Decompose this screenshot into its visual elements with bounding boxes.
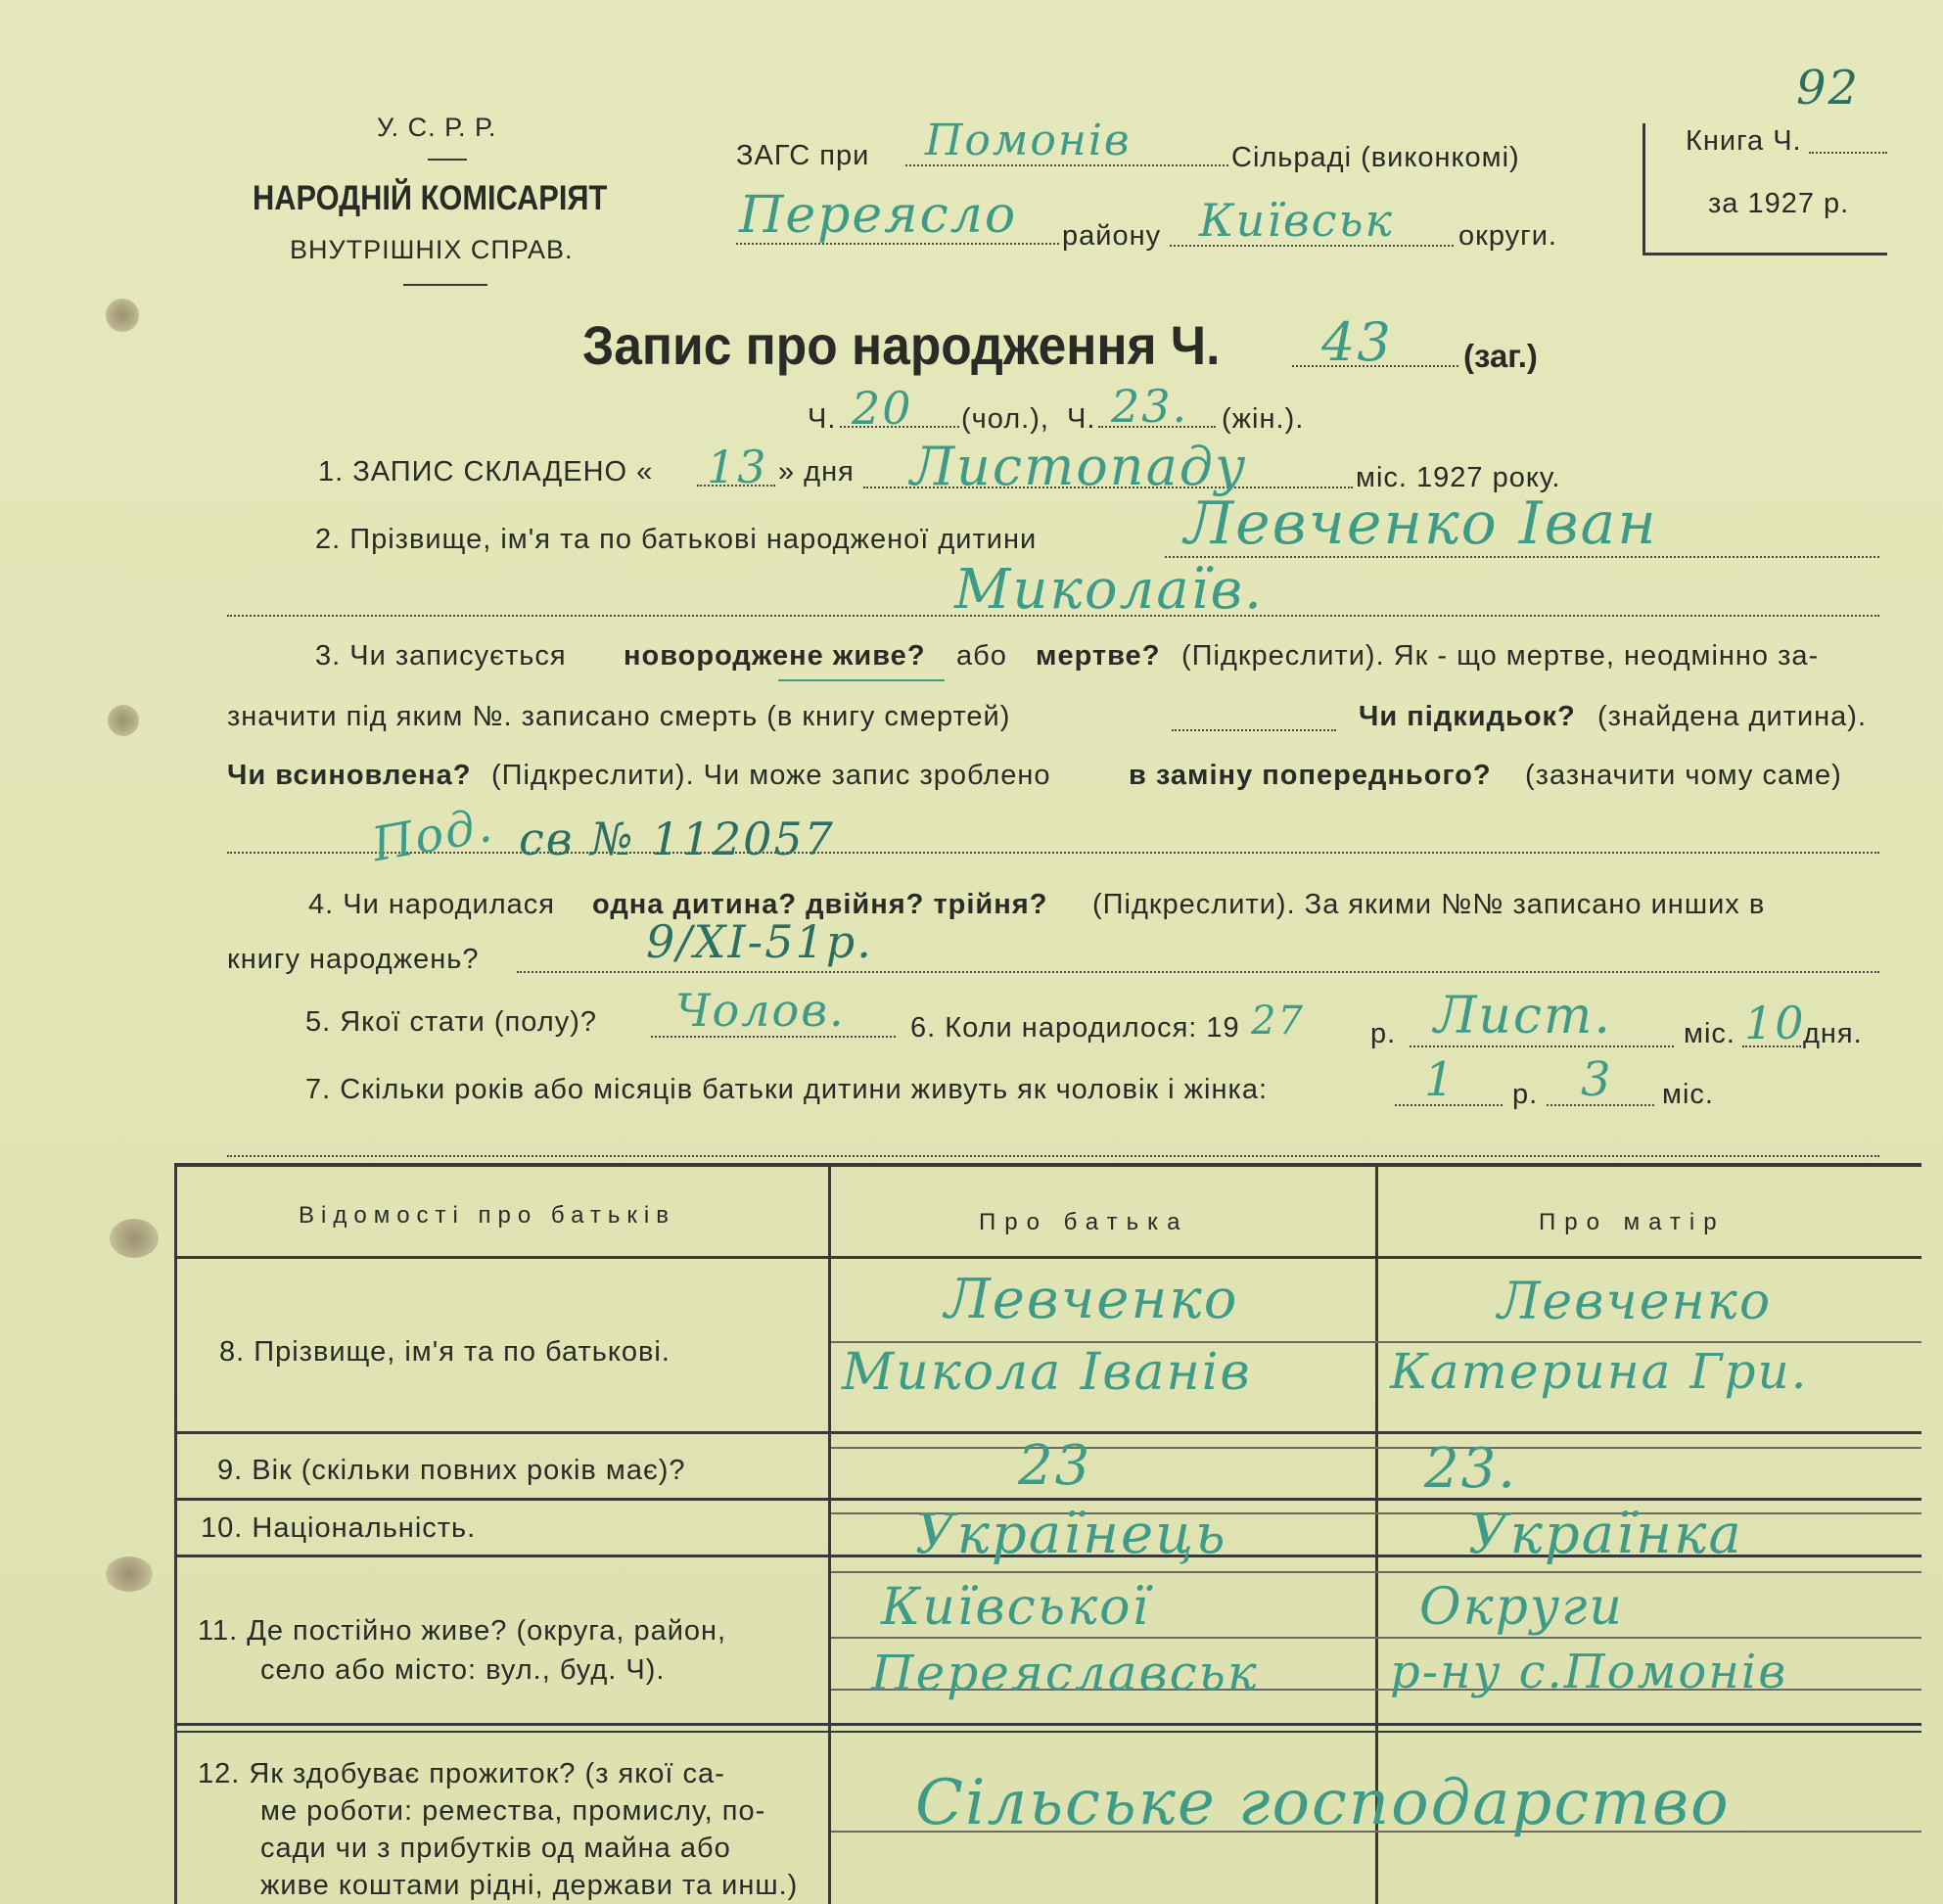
divider — [428, 159, 467, 161]
row8-mother-1: Левченко — [1498, 1273, 1773, 1331]
ministry-label: НАРОДНІЙ КОМІСАРІЯТ — [253, 179, 608, 217]
item3-foundling: Чи підкидьок? — [1359, 701, 1576, 732]
row8-mother-2: Катерина Гри. — [1390, 1343, 1809, 1400]
row9-mother: 23. — [1424, 1437, 1518, 1501]
item3-line3-b: (Підкреслити). Чи може запис зроблено — [491, 760, 1051, 791]
record-suffix: (заг.) — [1463, 338, 1538, 374]
country-label: У. С. Р. Р. — [377, 113, 497, 142]
okrug-label: округи. — [1458, 220, 1557, 252]
item6-label: 6. Коли народилося: 19 — [910, 1012, 1240, 1044]
item1-day-handwritten: 13 — [707, 441, 768, 493]
item1-month-handwritten: Листопаду — [910, 436, 1248, 497]
row11-label-1: 11. Де постійно живе? (округа, район, — [198, 1615, 727, 1647]
okrug-handwritten: Київськ — [1199, 194, 1394, 247]
item1-day-suffix: » дня — [778, 456, 855, 488]
item6-mis: міс. — [1684, 1018, 1735, 1049]
item5-handwritten: Чолов. — [675, 984, 846, 1037]
writing-line — [831, 1571, 1921, 1573]
item3-note-handwritten-1: Под. — [368, 797, 498, 873]
row11-father-2: Переяславськ — [871, 1645, 1259, 1701]
book-box-left — [1642, 123, 1645, 255]
item1-year: міс. 1927 року. — [1356, 462, 1561, 493]
item4-line1-c: (Підкреслити). За якими №№ записано инших в — [1092, 889, 1766, 920]
ministry-sub-label: ВНУТРІШНІХ СПРАВ. — [290, 235, 574, 264]
male-label: (чол.), — [961, 403, 1049, 435]
item7-months-handwritten: 3 — [1581, 1052, 1613, 1107]
item3-replacement: в заміну попереднього? — [1129, 760, 1492, 791]
table-top-border — [174, 1163, 1921, 1167]
item4-line — [517, 971, 1879, 973]
male-count-handwritten: 20 — [852, 382, 913, 435]
item7-mis: міс. — [1662, 1079, 1714, 1110]
item5-label: 5. Якої стати (полу)? — [305, 1006, 597, 1038]
row10-father: Українець — [915, 1503, 1227, 1566]
item4-options: одна дитина? двійня? трійня? — [592, 889, 1048, 920]
female-label: (жін.). — [1222, 403, 1305, 435]
item7-label: 7. Скільки років або місяців батьки дитини живуть як чоловік і жінка: — [305, 1074, 1269, 1105]
item2-label: 2. Прізвище, ім'я та по батькові народженої дитини — [315, 524, 1038, 555]
table-header-info: Відомості про батьків — [299, 1202, 675, 1229]
female-prefix: Ч. — [1067, 403, 1096, 435]
row10-mother: Українка — [1468, 1503, 1743, 1566]
row12-label-1: 12. Як здобуває прожиток? (з якої са- — [198, 1758, 725, 1789]
row11-label-2: село або місто: вул., буд. Ч). — [260, 1654, 666, 1686]
item7-line-2 — [227, 1155, 1879, 1157]
district-handwritten: Переясло — [739, 186, 1018, 245]
item6-r: р. — [1370, 1018, 1397, 1049]
item4-line1-a: 4. Чи народилася — [308, 889, 555, 920]
item7-years-handwritten: 1 — [1424, 1052, 1457, 1107]
item3-alive-underline — [778, 679, 945, 681]
row12-label-4: живе коштами рідні, держави та инш.) — [260, 1870, 799, 1901]
row12-label-2: ме роботи: ремества, промислу, по- — [260, 1795, 766, 1827]
item3-adopted: Чи всиновлена? — [227, 760, 472, 791]
row12-father: Сільське господарство — [915, 1767, 1731, 1839]
item3-line2-a: значити під яким №. записано смерть (в книгу смертей) — [227, 701, 1011, 732]
divider — [403, 284, 487, 286]
item1-label: 1. ЗАПИС СКЛАДЕНО « — [318, 456, 654, 488]
item2-name-handwritten-1: Левченко Іван — [1184, 489, 1658, 558]
row8-label: 8. Прізвище, ім'я та по батькові. — [219, 1336, 671, 1368]
record-title: Запис про народження Ч. — [582, 314, 1221, 376]
item6-year-handwritten: 27 — [1251, 998, 1305, 1044]
row11-bottom — [174, 1723, 1921, 1726]
zags-prefix: ЗАГС при — [736, 140, 870, 171]
row11-mother-1: Округи — [1419, 1578, 1624, 1637]
item3-death-line — [1172, 729, 1336, 731]
row10-label: 10. Національність. — [201, 1512, 477, 1544]
item3-line1-c: або — [956, 640, 1007, 672]
item3-line1-a: 3. Чи записується — [315, 640, 567, 672]
writing-line — [831, 1447, 1921, 1449]
item3-line3-d: (зазначити чому саме) — [1525, 760, 1842, 791]
item3-line1-e: (Підкреслити). Як - що мертве, неодмінно за- — [1181, 640, 1820, 672]
item4-handwritten: 9/XI-51р. — [646, 915, 873, 968]
book-number-line — [1809, 152, 1887, 154]
council-label: Сільраді (виконкомі) — [1231, 142, 1520, 173]
male-prefix: Ч. — [808, 403, 837, 435]
row11-father-1: Київської — [881, 1578, 1151, 1637]
page-number: 92 — [1796, 61, 1861, 116]
table-col-divider-1 — [828, 1167, 831, 1904]
district-label: району — [1062, 220, 1162, 252]
row8-father-1: Левченко — [945, 1268, 1239, 1331]
writing-line — [831, 1637, 1921, 1639]
item6-month-line — [1410, 1045, 1674, 1047]
item7-r: р. — [1512, 1079, 1539, 1110]
punch-hole — [108, 705, 139, 736]
punch-hole — [106, 299, 139, 332]
item3-line2-c: (знайдена дитина). — [1597, 701, 1868, 732]
table-header-mother: Про матір — [1539, 1209, 1726, 1235]
row8-father-2: Микола Іванів — [842, 1343, 1252, 1402]
row9-father: 23 — [1018, 1434, 1092, 1498]
row11-mother-2: р-ну с.Помонів — [1390, 1645, 1788, 1699]
row9-label: 9. Вік (скільки повних років має)? — [217, 1455, 686, 1486]
punch-hole — [110, 1219, 159, 1258]
book-label: Книга Ч. — [1686, 125, 1802, 157]
row9-bottom — [174, 1498, 1921, 1501]
table-header-bottom — [174, 1256, 1921, 1259]
book-year: за 1927 р. — [1708, 188, 1850, 219]
row11-bottom-double — [174, 1731, 1921, 1733]
item6-month-handwritten: Лист. — [1434, 987, 1612, 1045]
female-count-handwritten: 23. — [1111, 380, 1189, 433]
row12-label-3: сади чи з прибутків од майна або — [260, 1833, 731, 1864]
item6-day-handwritten: 10 — [1744, 997, 1806, 1049]
item6-dnia: дня. — [1803, 1018, 1863, 1049]
table-header-father: Про батька — [979, 1209, 1189, 1235]
record-number-handwritten: 43 — [1321, 311, 1393, 373]
item2-name-handwritten-2: Миколаїв. — [954, 558, 1264, 622]
item3-dead-option: мертве? — [1036, 640, 1161, 672]
item3-alive-option: новороджене живе? — [624, 640, 926, 672]
village-handwritten: Помонів — [925, 116, 1132, 165]
punch-hole — [106, 1556, 153, 1592]
book-box-bottom — [1642, 253, 1887, 255]
table-left-border — [174, 1163, 177, 1904]
item3-note-handwritten-2: св № 112057 — [519, 813, 835, 865]
item4-line2-a: книгу народжень? — [227, 944, 480, 975]
